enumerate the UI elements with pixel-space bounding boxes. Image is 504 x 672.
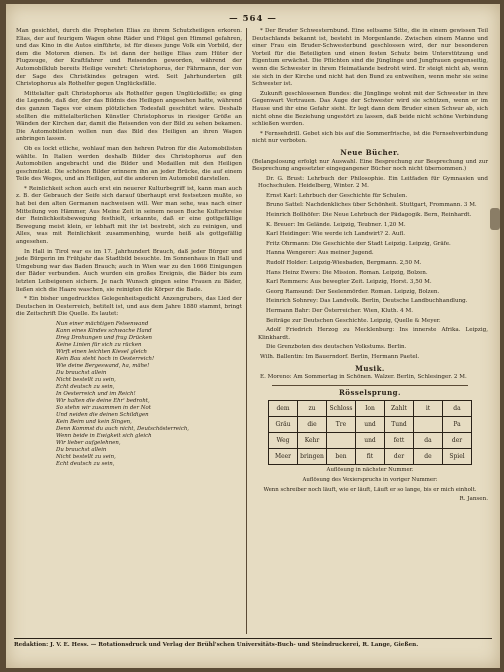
- music-section-title: Musik.: [355, 363, 385, 373]
- puzzle-cell: de: [414, 449, 443, 465]
- poem-line: Wir halten die deine Ehr' bedroht,: [56, 397, 150, 404]
- puzzle-cell: die: [298, 417, 327, 433]
- puzzle-row: [269, 449, 472, 465]
- article-paragraph: Man gesichtet, durch die Propheten Elias zu ihrem Schutzheiligen erkoren. Elias, der auf feurigem Wagen ohne Räder und Flügel gen Himmel gefahren, und das Kino in die Autos einführte, ist für dieses junge Volk ein Vorbild, der dem die Motoren dienen. Es ist dann der heilige Elias zum Hüter der Flugzeuge, der Kraftfahrer und Reisenden geworden, während der Automobilklub bereits Heilige verehrt: Christophorus, der Fährmann, der von der Sage des Christkindes getragen wird. Seit Jahrhunderten gilt Christophorus als Rothelfer gegen Unglücksfälle.: [16, 28, 242, 88]
- book-entry: Fritz Ohrmann: Die Geschichte der Stadt Leipzig. Leipzig, Gräfe.: [266, 240, 451, 247]
- poem-line: Und neiden die deinen Schildigen: [56, 411, 149, 418]
- puzzle-cell: Gräu: [269, 417, 298, 433]
- binder-clip: [490, 208, 500, 230]
- poem-line: Echt deutsch zu sein,: [56, 460, 115, 467]
- article-paragraph: Mittelalter galt Christophorus als Rothelfer gegen Unglücksfälle; es ging die Legende, daß der, der das Bildnis des Heiligen angesehen hatte, während des ganzen Tages vor einem plötzlichen Todesfall geschützt wäre. Deshalb stellten die mittelalterlichen Künstler Christophorus in riesiger Größe an Wänden der Kirchen dar, damit die Reisenden von der Bild zu sehen bekamen. Die Automobilisten wollen nun das Bild des Heiligen an ihren Wagen anbringen lassen.: [16, 90, 242, 143]
- book-entry: Heinrich Bollhöfer: Die Neue Lehrbuch der Pädagogik. Bern, Reinhardt.: [266, 212, 472, 219]
- poem-line: Wirft einen leichten Kiesel gleich: [56, 348, 147, 355]
- puzzle-cell: und: [356, 417, 385, 433]
- puzzle-solution-text: Wenn schreiber noch läuft, wie er läuft, Läuft er so lange, bis er mich einholt.: [263, 486, 477, 493]
- poem-line: Nun einer mächtigen Felsenwand: [56, 320, 149, 327]
- puzzle-cell: zu: [298, 401, 327, 417]
- poem-line: Keine Linien für sich zu rücken: [56, 341, 142, 348]
- book-entry: Wilh. Ballentin: Im Bauerndorf. Berlin, Hermann Paetel.: [260, 353, 420, 360]
- puzzle-cell: dem: [269, 401, 298, 417]
- book-entry: Karl Heidinger: Wie werde ich Landwirt? 2. Aufl.: [266, 231, 405, 238]
- book-list: [252, 176, 488, 352]
- book-entry: Adolf Friedrich Herzog zu Mecklenburg: Ins innerste Afrika. Leipzig, Klinkhardt.: [258, 327, 488, 341]
- book-entry: Hans Heinz Ewers: Die Mission. Roman. Leipzig, Bolzen.: [266, 269, 428, 276]
- puzzle-cell: Meer: [269, 449, 298, 465]
- poem-line: Du brauchst allein: [56, 369, 107, 376]
- book-entry: Rudolf Holder: Leipzig-Wiesbaden, Bergmann. 2,50 M.: [266, 260, 422, 267]
- poem-line: Dreg Drohungen und frag Drücken: [56, 334, 153, 341]
- puzzle-cell: Kehr: [298, 433, 327, 449]
- puzzle-cell: da: [414, 433, 443, 449]
- book-entry: Heinrich Sohnrey: Das Landvolk. Berlin, Deutsche Landbuchhandlung.: [266, 298, 468, 305]
- book-entry: Georg Ramsund: Der Seelenmörder. Roman. Leipzig, Bolzen.: [266, 288, 440, 295]
- knight-move-puzzle: [268, 400, 472, 465]
- books-intro: (Belangslosung erfolgt nur Auswahl. Eine Besprechung zur Besprechung und zur Besprechung angesetzter eingegangener Bücher noch nicht übernommen.): [252, 158, 488, 173]
- poem-line: In Oesterreich und im Reich!: [56, 390, 136, 397]
- book-entry: Ernst Karl: Lehrbuch der Geschichte für Schulen.: [266, 192, 408, 199]
- puzzle-cell: fit: [356, 449, 385, 465]
- article-paragraph: * Ein bisher ungedrucktes Gelegenheitsgedicht Anzengrubers, das Lied der Deutschen in Oesterreich, betitelt ist, und aus dem Jahre 1880 stammt, bringt die Zeitschrift Die Quelle. Es lautet:: [16, 296, 242, 318]
- puzzle-cell: und: [356, 433, 385, 449]
- puzzle-row: [269, 433, 472, 449]
- book-entry: Hanna Wengerer: Aus meiner Jugend.: [266, 250, 374, 257]
- book-entry: K. Breuer: Im Gelände. Leipzig, Teubner. 1,20 M.: [266, 221, 406, 228]
- article-paragraph: * Reinlichkeit schon auch erst ein neuerer Kulturbegriff ist, kann man auch z. B. der Gebrauch der Seife sich darauf überhaupt erst festsetzen mußte, so hat bei den alten Germanen nachweisen will. Wer man sehe, was nach einer Mitteilung von Hämmer, Aus Meine Zeit in seinem neuen Buche Kulturkreise der Reinlichkeitsbewegung festhielt, erkannte, daß er eine gottgefällige Bewegung meist klein, er lebhaft mit ihr ist bestrebt, sich zu reinigen, und Alles, was mit Reinlichkeit zusammenhing, wurde heiß als gottgefällig angesehen.: [16, 185, 242, 246]
- poem-line: Nicht bestellt zu sein,: [56, 453, 116, 460]
- article-paragraph: Zukunft geschlossenen Bundes: die Jünglinge wohnt mit der Schwester in ihre Gegenwart Vertrauen. Das Auge der Schwester wird sie schützen, wenn er im Hause und ihr eine Gefahr sieht. Er legt dann dem Bruder einen Schwur ab, sich nicht ohne die Beziehung ungestört zu lassen, daß beide nicht schöne Verbindung schließen werden.: [252, 90, 488, 128]
- book-entry: Karl Remmers: Aus bewegter Zeit. Leipzig, Horst. 3,50 M.: [266, 279, 432, 286]
- poem-line: Denn Kommst du auch nicht, Deutschösterreich,: [56, 425, 190, 432]
- poem-line: So stehn wir zusammen in der Not: [56, 404, 151, 411]
- poem-line: Kann eines Kindes schwache Hand: [56, 327, 152, 334]
- puzzle-cell: Zahlt: [385, 401, 414, 417]
- book-entry: Dr. G. Brust: Lehrbuch der Philosophie. Ein Leitfaden für Gymnasien und Hochschulen. Heidelberg, Winter. 2 M.: [258, 175, 488, 190]
- poem-line: Echt deutsch zu sein,: [56, 383, 115, 390]
- music-entry: E. Moreno: Am Sommertag in Schönen. Walzer. Berlin, Schlesinger. 2 M.: [260, 374, 467, 381]
- article-paragraph: * Fernsehdrill. Gebet sich bis auf die Sommerfrische, ist die Fernsehverbindung nicht nur verboten.: [252, 130, 488, 145]
- book-entry: Beiträge zur Deutschen Geschichte. Leipzig, Quelle & Meyer.: [266, 317, 441, 324]
- puzzle-title: Rösselsprung.: [338, 387, 401, 397]
- puzzle-signoff: R. Jansen.: [459, 496, 488, 503]
- poem: [56, 321, 242, 468]
- poem-line: Du brauchst allein: [56, 446, 107, 453]
- article-paragraph: * Der Bruder Schwesternbund. Eine seltsame Sitte, die in einem gewissen Teil Deutschlands bekannt ist, besteht in Morgenlande. Zwischen einem Manne und einer Frau ein Bruder-Schwesterbund geschlossen wird, der nur besonderen Vorteil für die Beteiligten und einen festen Schutz beim Unterstützung und Eigentum erwächst. Die Pflichten sind die Jünglinge und Jungfrauen gegenseitig, wenn die Schwester in ihrem Heimatlande bedroht wird. Er steigt nicht ab, wenn sie sich in der Kirche und nicht hat den Bund zu entweihen, wenn mehr sie seine Schwester ist.: [252, 28, 488, 88]
- article-paragraph: In Hall in Tirol war es im 17. Jahrhundert Brauch, daß jeder Bürger und jede Bürgerin im Frühjahr das Stadtbild besuchte. Im Sonnenhaus in Hall und Umgebung war das Baden Brauch; auch in Wien war zu den 1666 Einigungen der Bäder verbunden. Auch wurden ein großes Ereignis, die Bäder bis zum letzten Leibeigenen sichern. Je nach Wunsch gingen seine Frauen zu Bäder, ließen sich die Haare waschen, sie reinigten die Körper die Bade.: [16, 248, 242, 293]
- column-divider: [246, 28, 247, 634]
- book-entry: Die Grenzboten des deutschen Volkstums. Berlin.: [266, 344, 407, 351]
- puzzle-cell: bringen: [298, 449, 327, 465]
- puzzle-cell: Tund: [385, 417, 414, 433]
- puzzle-cell: Tre: [327, 417, 356, 433]
- poem-line: Wie deine Bergeswand, ha, mähe!: [56, 362, 150, 369]
- poem-line: Wenn beide in Ewigkeit sich gleich: [56, 432, 152, 439]
- puzzle-cell: da: [443, 401, 472, 417]
- article-paragraph: Ob es lockt etliche, wohlauf man den hehren Patron für die Automobilisten wählte. In Italien werden deshalb Bilder des Christophorus auf den Automobilen angebracht und die Bilder und Medaillen mit den Heiligen geschmückt. Die schönen Bilder erinnern ihn an jeder Brücke, die auf einem Teile des Weges, und an Heiligen, auf die anderen im Automobil darstellen.: [16, 145, 242, 183]
- puzzle-row: [269, 401, 472, 417]
- puzzle-solution-prev: Auflösung des Vexierspruchs in voriger Nummer:: [302, 476, 438, 483]
- left-column: [16, 28, 242, 471]
- puzzle-cell: Pa: [443, 417, 472, 433]
- books-section-title: Neue Bücher.: [340, 147, 400, 157]
- right-column: [252, 28, 488, 504]
- puzzle-cell: ben: [327, 449, 356, 465]
- puzzle-cell: it: [414, 401, 443, 417]
- puzzle-solution-next: Auflösung in nächster Nummer.: [326, 467, 414, 474]
- newspaper-page: [6, 4, 500, 668]
- poem-line: Nicht bestellt zu sein,: [56, 376, 116, 383]
- imprint-footer: Redaktion: J. V. E. Hess. — Rotationsdruck und Verlag der Brühl'schen Universitäts-Buch- und Steindruckerei, R. Lange, Gießen.: [14, 638, 492, 648]
- poem-line: Wir lieber aufgelehnen,: [56, 439, 121, 446]
- puzzle-cell: Schloss: [327, 401, 356, 417]
- puzzle-cell: [327, 433, 356, 449]
- poem-line: Kein Bau steht hoch in Oesterreich!: [56, 355, 155, 362]
- poem-line: Kein Beim und kein Singen,: [56, 418, 132, 425]
- puzzle-cell: der: [443, 433, 472, 449]
- page-number: — 564 —: [229, 14, 277, 24]
- puzzle-cell: Spiel: [443, 449, 472, 465]
- puzzle-cell: Weg: [269, 433, 298, 449]
- book-entry: Hermann Bahr: Der Österreicher. Wien, Kluth. 4 M.: [266, 308, 413, 314]
- puzzle-row: [269, 417, 472, 433]
- section-rule: [272, 385, 468, 386]
- puzzle-cell: Ion: [356, 401, 385, 417]
- puzzle-cell: der: [385, 449, 414, 465]
- book-entry: Bruno Sattel: Nachdenkliches über Schönheit. Stuttgart, Frommann. 3 M.: [266, 202, 477, 209]
- puzzle-cell: [414, 417, 443, 433]
- puzzle-cell: fett: [385, 433, 414, 449]
